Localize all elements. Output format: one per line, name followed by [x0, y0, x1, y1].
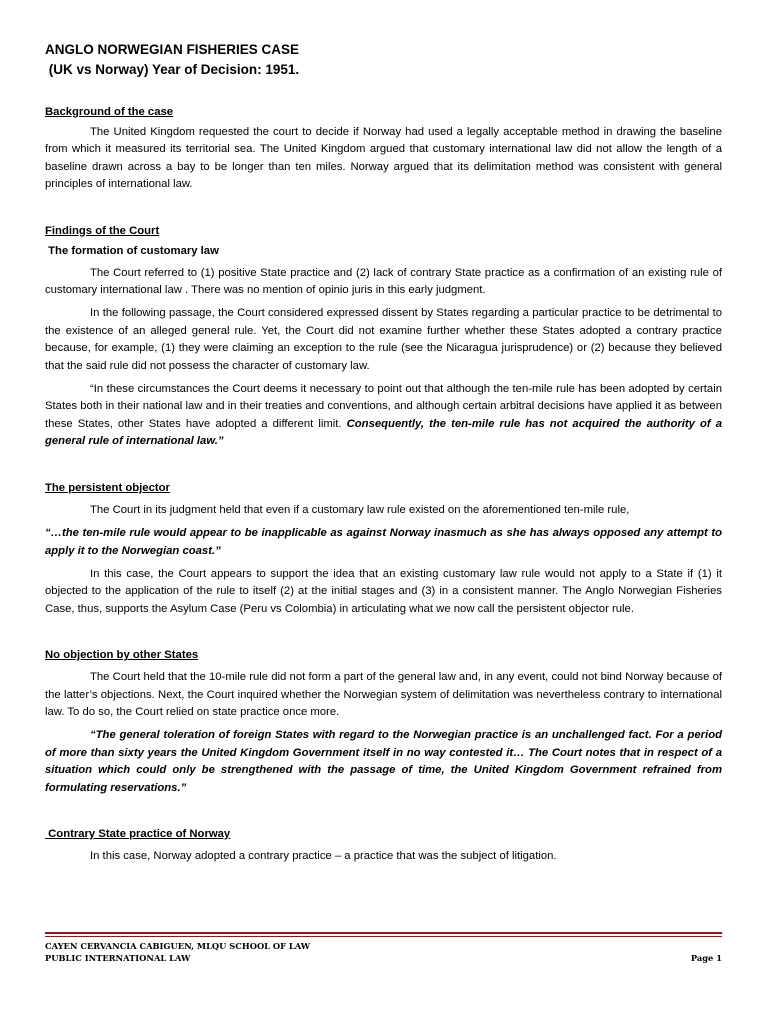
- heading-findings: Findings of the Court: [45, 224, 160, 237]
- page-footer: [45, 932, 722, 964]
- footer-rule-thin: [45, 936, 722, 937]
- heading-no-objection: No objection by other States: [45, 649, 199, 662]
- paragraph-background: The United Kingdom requested the court to decide if Norway had used a legally acceptable method in drawing the baseline from which it measured its territorial sea. The United Kingdom argued that customary international law did not allow the length of a baseline drawn across a bay to be longer than ten miles. Norway argued that its delimitation method was consistent with general principles of international law.: [45, 126, 722, 191]
- paragraph-no-objection-1: The Court held that the 10-mile rule did not form a part of the general law and, in any event, could not bind Norway because of the latter’s objections. Next, the Court inquired whether the Norwegian system of delimitation was nevertheless contrary to international law. To do so, the Court relied on state practice once more.: [45, 671, 722, 718]
- quote-emphasis-text: Consequently, the ten-mile rule has not acquired the authority of a general rule of international law.”: [45, 417, 722, 448]
- paragraph-findings-1: The Court referred to (1) positive State practice and (2) lack of contrary State practice as a confirmation of an existing rule of customary international law . There was no mention of opinio juris in this early judgment.: [45, 266, 722, 297]
- quote-no-objection: “The general toleration of foreign States with regard to the Norwegian practice is an unchallenged fact. For a period of more than sixty years the United Kingdom Government itself in no way contested it… The Court notes that in respect of a situation which could only be strengthened with the passage of time, the United Kingdom Government refrained from formulating reservations.”: [45, 729, 722, 794]
- paragraph-findings-quote: [45, 381, 722, 451]
- document-subtitle: (UK vs Norway) Year of Decision: 1951.: [45, 62, 300, 77]
- paragraph-persistent-1: The Court in its judgment held that even if a customary law rule existed on the aforementioned ten-mile rule,: [90, 503, 630, 516]
- quote-plain-text: “In these circumstances the Court deems it necessary to point out that although the ten-mile rule has been adopted by certain States both in their national law and in their treaties and conventions, and although certain arbitral decisions have applied it as between these States, other States have adopted a different limit.: [45, 383, 722, 430]
- document-page: [45, 40, 722, 865]
- footer-course: PUBLIC INTERNATIONAL LAW: [45, 953, 191, 963]
- heading-background: Background of the case: [45, 106, 174, 118]
- subheading-customary-law: The formation of customary law: [45, 244, 219, 257]
- heading-persistent-objector: The persistent objector: [45, 481, 170, 494]
- paragraph-contrary-1: In this case, Norway adopted a contrary practice – a practice that was the subject of litigation.: [90, 849, 557, 862]
- document-title: ANGLO NORWEGIAN FISHERIES CASE: [45, 42, 300, 57]
- paragraph-findings-2: In the following passage, the Court considered expressed dissent by States regarding a particular practice to be detrimental to the existence of an alleged general rule. Yet, the Court did not examine further whether these States adopted a contrary practice because, for example, (1) they were claiming an exception to the rule (see the Nicaragua jurisprudence) or (2) because they believed that the said rule did not possess the character of customary law.: [45, 307, 722, 372]
- footer-author: CAYEN CERVANCIA CABIGUEN, MLQU SCHOOL OF LAW: [45, 941, 311, 951]
- footer-rule-thick: [45, 932, 722, 934]
- quote-persistent: “…the ten-mile rule would appear to be inapplicable as against Norway inasmuch as she has always opposed any attempt to apply it to the Norwegian coast.”: [45, 527, 722, 557]
- heading-contrary-practice: Contrary State practice of Norway: [45, 827, 231, 840]
- paragraph-persistent-2: In this case, the Court appears to support the idea that an existing customary law rule would not apply to a State if (1) it objected to the application of the rule to itself (2) at the initial stages and (3) in a consistent manner. The Anglo Norwegian Fisheries Case, thus, supports the Asylum Case (Peru vs Colombia) in articulating what we now call the persistent objector rule.: [45, 567, 722, 615]
- footer-page-number: Page 1: [690, 953, 722, 963]
